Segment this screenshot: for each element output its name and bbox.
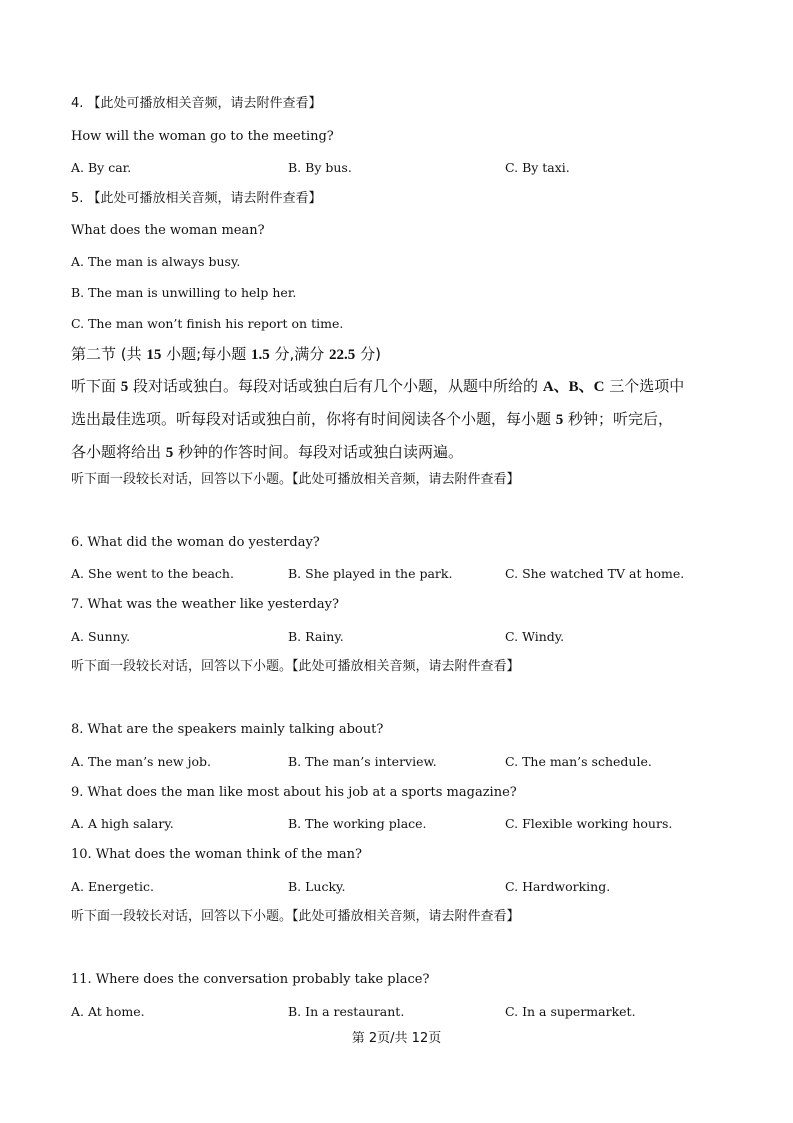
q9-option-b: B. The working place. — [288, 816, 427, 831]
q6-question: 6. What did the woman do yesterday? — [71, 535, 320, 550]
dialogue-instruction-2: 听下面一段较长对话，回答以下小题。【此处可播放相关音频，请去附件查看】 — [71, 659, 520, 674]
q6-option-b: B. She played in the park. — [288, 566, 453, 581]
q4-audio-note: 4. 【此处可播放相关音频，请去附件查看】 — [71, 96, 322, 111]
q9-option-c: C. Flexible working hours. — [505, 816, 673, 831]
section2-line-3: 各小题将给出 5 秒钟的作答时间。每段对话或独白读两遍。 — [71, 443, 464, 461]
q9-option-a: A. A high salary. — [71, 816, 174, 831]
q5-option-a: A. The man is always busy. — [71, 254, 241, 269]
q8-question: 8. What are the speakers mainly talking about? — [71, 722, 384, 737]
q11-option-b: B. In a restaurant. — [288, 1004, 405, 1019]
dialogue-instruction-1: 听下面一段较长对话，回答以下小题。【此处可播放相关音频，请去附件查看】 — [71, 472, 520, 487]
q4-question: How will the woman go to the meeting? — [71, 129, 334, 144]
q10-question: 10. What does the woman think of the man? — [71, 847, 363, 862]
q7-question: 7. What was the weather like yesterday? — [71, 597, 339, 612]
q4-option-b: B. By bus. — [288, 160, 352, 175]
dialogue-instruction-3: 听下面一段较长对话，回答以下小题。【此处可播放相关音频，请去附件查看】 — [71, 909, 520, 924]
q10-option-b: B. Lucky. — [288, 879, 346, 894]
q6-option-a: A. She went to the beach. — [71, 566, 234, 581]
q7-option-b: B. Rainy. — [288, 629, 344, 644]
q5-question: What does the woman mean? — [71, 223, 265, 238]
q5-audio-note: 5. 【此处可播放相关音频，请去附件查看】 — [71, 191, 322, 206]
section2-line-1: 听下面 5 段对话或独白。每段对话或独白后有几个小题，从题中所给的 A、B、C 三个选项中 — [71, 377, 685, 395]
q11-question: 11. Where does the conversation probably take place? — [71, 972, 430, 987]
q6-option-c: C. She watched TV at home. — [505, 566, 685, 581]
q8-option-c: C. The man’s schedule. — [505, 754, 652, 769]
q4-option-c: C. By taxi. — [505, 160, 570, 175]
q10-option-a: A. Energetic. — [71, 879, 154, 894]
q7-option-a: A. Sunny. — [71, 629, 131, 644]
q11-option-c: C. In a supermarket. — [505, 1004, 636, 1019]
q7-option-c: C. Windy. — [505, 629, 565, 644]
q5-option-b: B. The man is unwilling to help her. — [71, 285, 297, 300]
q4-option-a: A. By car. — [71, 160, 132, 175]
q10-option-c: C. Hardworking. — [505, 879, 611, 894]
q5-option-c: C. The man won’t finish his report on time. — [71, 316, 344, 331]
page-number-footer: 第 2页/共 12页 — [351, 1031, 442, 1046]
section2-line-2: 选出最佳选项。听每段对话或独白前，你将有时间阅读各个小题，每小题 5 秒钟；听完后， — [71, 410, 674, 428]
q8-option-b: B. The man’s interview. — [288, 754, 437, 769]
section2-heading: 第二节 (共 15 小题;每小题 1.5 分,满分 22.5 分) — [71, 345, 381, 363]
q9-question: 9. What does the man like most about his job at a sports magazine? — [71, 785, 517, 800]
q8-option-a: A. The man’s new job. — [71, 754, 211, 769]
section2-instructions — [71, 370, 721, 469]
q11-option-a: A. At home. — [71, 1004, 145, 1019]
